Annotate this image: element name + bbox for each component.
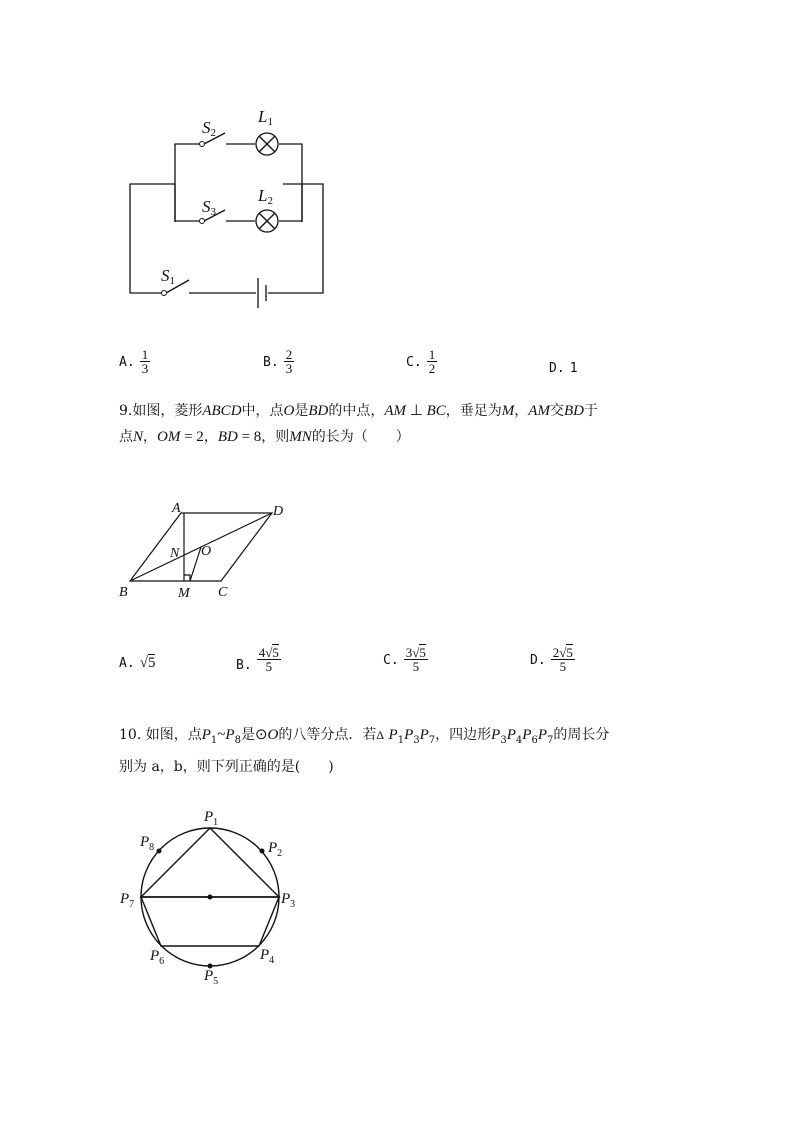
label-s2: S2 (202, 118, 216, 139)
label-s3: S3 (202, 197, 216, 218)
q9-option-c[interactable]: C. $\frac{3√5}{5}$ (383, 645, 426, 674)
center-o-dot (208, 895, 213, 900)
q9-option-d[interactable]: D. $\frac{2√5}{5}$ (530, 645, 573, 674)
label-a: A (172, 501, 181, 516)
fraction: $\frac{2}{3}$ (285, 347, 293, 376)
label-o: O (201, 544, 212, 559)
q8-option-c[interactable]: C. $\frac{1}{2}$ (406, 347, 436, 376)
q8-option-b[interactable]: B. $\frac{2}{3}$ (263, 347, 293, 376)
label-p1: $P_1$ (204, 809, 219, 828)
label-p3: $P_3$ (281, 891, 296, 910)
label-p2: $P_2$ (268, 840, 283, 859)
fraction: $\frac{1}{3}$ (141, 347, 149, 376)
label-c: C (218, 585, 228, 600)
sqrt-expression: √5 (139, 655, 156, 671)
label-b: B (119, 585, 128, 600)
point-p8-dot (157, 849, 162, 854)
fraction: $\frac{3√5}{5}$ (405, 645, 426, 674)
wire-branch1 (175, 144, 200, 222)
label-p8: $P_8$ (140, 834, 155, 853)
q9-option-a[interactable]: A. √5 (119, 655, 156, 671)
circle-diagram (110, 800, 310, 1000)
label-l2: L2 (258, 186, 273, 207)
q8-option-d[interactable]: D. 1 (549, 361, 578, 376)
circuit-diagram (120, 100, 340, 320)
label-m: M (178, 586, 190, 601)
fraction: $\frac{4√5}{5}$ (258, 645, 279, 674)
label-l1: L1 (258, 107, 273, 128)
fraction: $\frac{2√5}{5}$ (552, 645, 573, 674)
wire-right-rail (268, 184, 323, 293)
q8-option-a[interactable]: A. $\frac{1}{3}$ (119, 347, 149, 376)
label-p4: $P_4$ (260, 947, 275, 966)
label-n: N (170, 546, 180, 561)
triangle-p1p3p7 (141, 828, 279, 897)
label-p7: $P_7$ (120, 891, 135, 910)
q9-text: 9.如图，菱形ABCD中，点O是BD的中点，AM ⊥ BC，垂足为M，AM交BD于 点N，OM = 2，BD = 8，则MN的长为（ ） (119, 403, 598, 445)
quad-p3p4p6p7 (141, 897, 279, 946)
label-d: D (273, 504, 284, 519)
label-p5: $P_5$ (204, 968, 219, 987)
label-s1: S1 (161, 266, 175, 287)
wire-branch2 (175, 184, 200, 221)
q9-option-b[interactable]: B. $\frac{4√5}{5}$ (236, 645, 279, 674)
label-p6: $P_6$ (150, 948, 165, 967)
point-p2-dot (260, 849, 265, 854)
rhombus-diagram (115, 498, 295, 603)
q10-text: 10. 如图，点$P_1\sim P_8$是⊙O的八等分点．若Δ $P_1P_3P_7$，四边形$P_3P_4P_6P_7$的周长分 别为 a，b，则下列正确的是( ) (119, 727, 610, 775)
fraction: $\frac{1}{2}$ (428, 347, 436, 376)
right-angle-mark (184, 575, 190, 581)
